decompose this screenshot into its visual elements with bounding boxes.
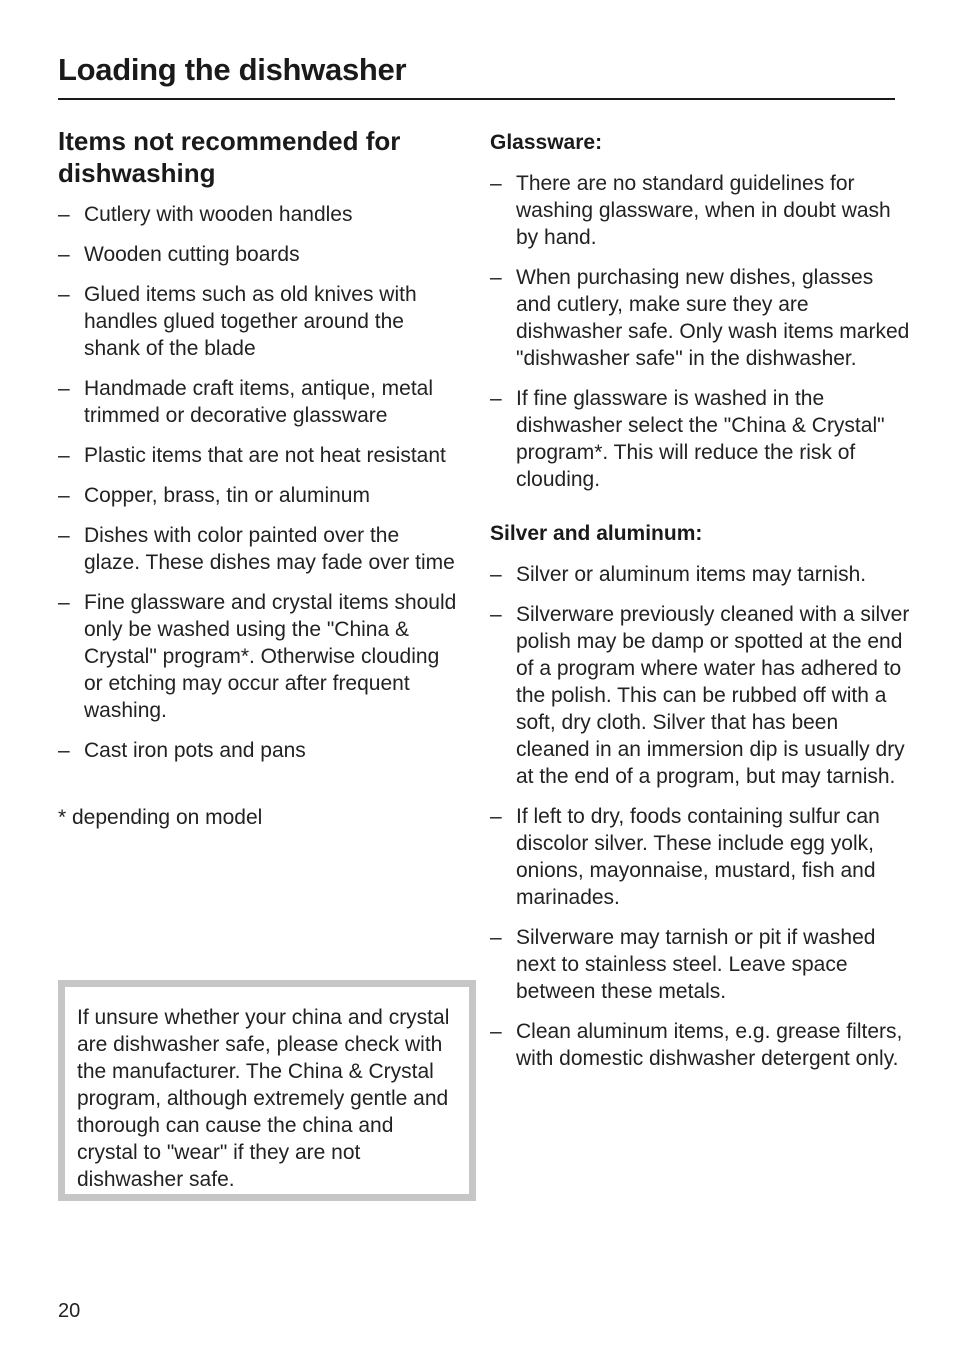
left-column (58, 125, 458, 831)
list-item: – If fine glassware is washed in the dishwasher select the "China & Crystal" program*. This will reduce the risk of clouding. (490, 387, 885, 491)
list-item: – Dishes with color painted over the glaze. These dishes may fade over time (58, 524, 455, 574)
title-divider (58, 98, 895, 100)
glassware-heading: Glassware: (490, 131, 603, 154)
footnote: * depending on model (58, 806, 263, 829)
list-item: – Cutlery with wooden handles (58, 203, 353, 226)
list-item: – There are no standard guidelines for washing glassware, when in doubt wash by hand. (490, 172, 891, 249)
list-item: – Fine glassware and crystal items should only be washed using the "China & Crystal" program*. Otherwise clouding or etching may occur after frequent washing. (58, 591, 457, 722)
silver-aluminum-heading: Silver and aluminum: (490, 522, 703, 545)
list-item: – If left to dry, foods containing sulfur can discolor silver. These include egg yolk, onions, mayonnaise, mustard, fish and marinades. (490, 805, 880, 909)
note-text: If unsure whether your china and crystal are dishwasher safe, please check with the manufacturer. The China & Crystal program, although extremely gentle and thorough can cause the china and crystal to "wear" if they are not dishwasher safe. (77, 1006, 450, 1191)
list-item: – Silverware may tarnish or pit if washed next to stainless steel. Leave space between these metals. (490, 926, 876, 1003)
note-box (58, 980, 476, 1201)
not-recommended-list (58, 201, 458, 764)
list-item: – When purchasing new dishes, glasses and cutlery, make sure they are dishwasher safe. Only wash items marked "dishwasher safe" in the dishwasher. (490, 266, 910, 370)
page-title: Loading the dishwasher (58, 52, 407, 87)
glassware-list (490, 170, 910, 493)
page-number: 20 (58, 1300, 81, 1322)
list-item: – Plastic items that are not heat resistant (58, 444, 446, 467)
list-item: – Glued items such as old knives with handles glued together around the shank of the blade (58, 283, 417, 360)
list-item: – Cast iron pots and pans (58, 739, 306, 762)
list-item: – Handmade craft items, antique, metal trimmed or decorative glassware (58, 377, 434, 427)
right-column (490, 128, 910, 1085)
list-item: – Silverware previously cleaned with a silver polish may be damp or spotted at the end of a program where water has adhered to the polish. This can be rubbed off with a soft, dry cloth. Silver that has been cleaned in an immersion dip is usually dry at the end of a program, but may tarnish. (490, 603, 910, 788)
section-heading-not-recommended: Items not recommended for dishwashing (58, 126, 401, 188)
list-item: – Wooden cutting boards (58, 243, 300, 266)
silver-aluminum-list (490, 561, 910, 1072)
list-item: – Clean aluminum items, e.g. grease filters, with domestic dishwasher detergent only. (490, 1020, 903, 1070)
list-item: – Silver or aluminum items may tarnish. (490, 563, 867, 586)
list-item: – Copper, brass, tin or aluminum (58, 484, 370, 507)
